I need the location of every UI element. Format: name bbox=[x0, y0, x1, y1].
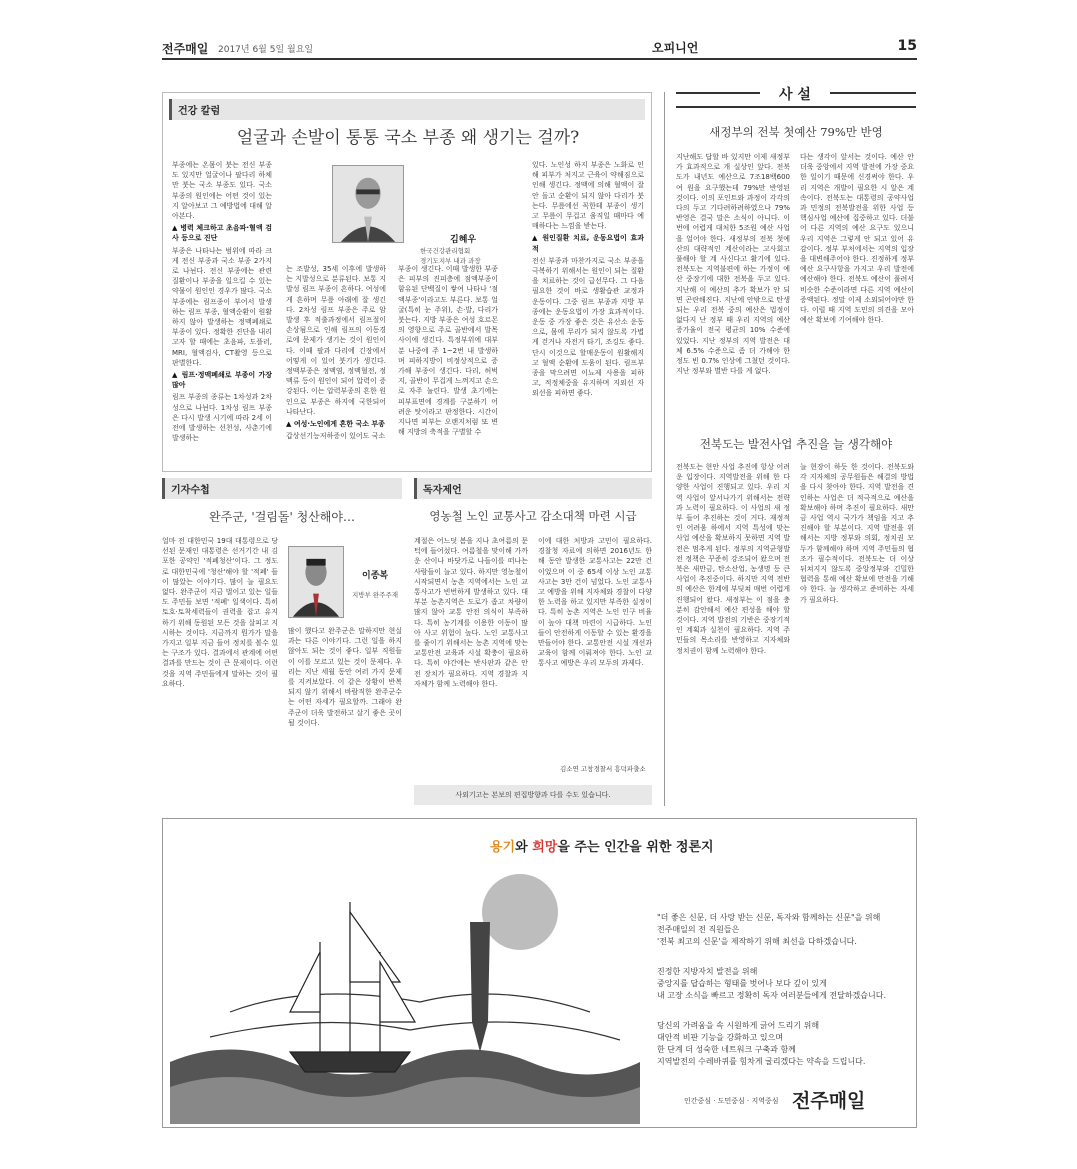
ad-para3-line3: 한 단계 더 성숙한 네트워크 구축과 함께 bbox=[657, 1045, 796, 1054]
ad-headline bbox=[490, 836, 714, 855]
paper-name: 전주매일 bbox=[162, 42, 209, 56]
ad-logo: 전주매일 bbox=[792, 1090, 866, 1112]
essay-col-1 bbox=[162, 536, 278, 798]
essay-title: 완주군, '걸림돌' 청산해야… bbox=[209, 510, 355, 524]
ad-headline-c: 희망 bbox=[532, 840, 558, 855]
editorial2-col-1 bbox=[676, 462, 790, 802]
pen-icon bbox=[470, 922, 490, 1052]
moon-icon bbox=[482, 874, 558, 950]
editorial-title-1: 새정부의 전북 첫예산 79%만 반영 bbox=[709, 125, 883, 139]
page-number: 15 bbox=[897, 38, 917, 54]
ad-para3-line1: 당신의 가려움을 속 시원하게 긁어 드리기 위해 bbox=[657, 1021, 820, 1030]
health-tag: 건강 칼럼 bbox=[169, 99, 645, 120]
author-photo bbox=[332, 165, 404, 243]
health-author-name: 김혜우 bbox=[450, 235, 477, 245]
essay-col1-body: 얼마 전 대한민국 19대 대통령으로 당선된 문재인 대통령은 선거기간 내 김포한 공약인 '적폐청산'이다. 그 정도로 대한민국에 '청산'해야 할 '적폐' 들이 많았는 이야기다. 많이 늘 필요도 없다. 완주군이 지금 벌이고 있는 일들도 주민들 보면 '적폐' 일색이다. 특히 토호·토착세력들이 권력을 잡고 유지하기 위해 동원된 모든 것을 살피고 지시하는 것이다. 지금까지 뭔가가 말을 가지고 일부 지금 들어 정치를 볼수 있는 구조가 있다. 결과에서 관계에 어떤 결과를 만드는 것이 큰 문제이다. 이런 것을 지역 주민들에게 말하는 것이 필요하다. bbox=[162, 537, 278, 688]
section-title: 오피니언 bbox=[652, 41, 699, 55]
ad-para2-line3: 내 고장 소식을 빠르고 정확히 독자 여러분들에게 전달하겠습니다. bbox=[657, 991, 886, 1000]
editorial1-col2-body: 다는 생각이 앞서는 것이다. 예산 안 더욱 중앙에서 지역 발전에 가장 중요한 일이기 때문에 신경써야 한다. 우리 지역은 개발이 필요한 시 앞은 계속이다. 전북도는 대통령의 공약사업과 민정의 전북발전을 위한 사업 등 핵심사업 예산에 집중하고 있다. 더불어 다른 지역의 예산 요구도 있으니 우리 지역은 그렇게 안 되고 있어 유감이다. 정부 부처에서는 지역의 입장을 대변해주어야 한다. 진정하게 정부 예산 요구사항을 가지고 우리 발전에 예산해야 한다. 전북도 예산이 풀려서 비슷한 수준이라면 다른 지역 예산이 증액된다. 정말 이제 소외되어야만 한다. 이럴 때 지역 도민의 의견을 모아 예산 확보에 기여해야 한다. bbox=[800, 153, 914, 325]
ad-para3-line2: 대안적 비판 기능을 강화하고 있으며 bbox=[657, 1033, 784, 1042]
ad-headline-a: 용기 bbox=[490, 840, 516, 855]
essay-col2-body: 많이 했다고 완주군은 말하지만 현실과는 다른 이야기다. 그런 일을 하지 않아도 되는 것이 좋다. 일부 직원들이 이를 모르고 있는 것이 문제다. 우리는 지난 세월 동안 여러 가지 문제를 지켜보았다. 이 같은 상황이 반복되지 않기 위해서 바람직한 완주군수는 어떤 자세가 필요할까. 그래야 완주군이 더욱 발전하고 살기 좋은 곳이 될 것이다. bbox=[288, 627, 402, 727]
ad-para1-line2: 전주매일의 전 직원들은 bbox=[657, 925, 740, 934]
editorial1-col-2 bbox=[800, 152, 914, 420]
reader-title: 영농철 노인 교통사고 감소대책 마련 시급 bbox=[429, 509, 637, 523]
ad-para2-line1: 진정한 지방자치 발전을 위해 bbox=[657, 967, 758, 976]
editorial2-col2-body: 늘 현장이 하듯 한 것이다. 전북도와 각 지자체의 공무원들은 해결의 방법을 다시 찾아야 한다. 지역 발전을 견인하는 사업은 더 적극적으로 예산을 확보해야 하며 추진이 필요하다. 새만금 사업 역시 국가가 책임을 지고 추진해야 할 부분이다. 지역 발전을 위해서는 지방 정부와 의회, 정치권 모두가 함께해야 하며 지역 주민들의 협조가 필수적이다. 전북도는 더 이상 뒤쳐지지 않도록 중앙정부와 긴밀한 협력을 통해 예산 확보에 만전을 기해야 한다. 늘 생각하고 준비하는 자세가 필요하다. bbox=[800, 463, 914, 604]
ad-para1-line3: '전북 최고의 신문'을 제작하기 위해 최선을 다하겠습니다. bbox=[657, 937, 857, 946]
page-header bbox=[162, 38, 917, 60]
ship-icon bbox=[290, 902, 415, 1072]
health-col1-intro: 부종에는 온몸이 붓는 전신 부종도 있지만 얼굴이나 팔다리 하체만 붓는 국소 부종도 있다. 국소 부종의 원인에는 어떤 것이 있는지 알아보고 그 예방법에 대해 알아본다. bbox=[172, 161, 272, 221]
ad-headline-d: 을 주는 인간을 위한 정론지 bbox=[557, 840, 714, 855]
ad-headline-b: 와 bbox=[515, 840, 533, 855]
ad-para-2 bbox=[657, 966, 907, 1002]
essay-author-role: 지방부 완주주재 bbox=[352, 591, 399, 599]
editorial1-col1-body: 지난해도 답할 바 있지만 이제 새정부가 효과적으로 개 실상인 앞다. 전북도가 내년도 예산으로 7조18백600여 원을 요구했는데 79%만 반영된 것이다. 이의 포인트와 과정이 각각의 다의 두고 기다려하려하였으나 79% 반영은 결국 말은 소식이 아니다. 이번에 어렵게 대처한 5조원 예산 사업을 얼어야 한다. 새정부의 전북 첫예산의 대략적인 계산이라는 고사회고 풀해야 할 계 사신다고 활기에 있다. 전북도는 지역불편에 하는 가정이 예산 중장기에 대한 전북을 두고 있다. 지난해 이 예산의 추가 확보가 안 되면 곤란해진다. 지난에 안밖으로 탄생되는 우리 전북 중의 예산은 법정이 없다지 난 정부 때 우리 지역의 예산 증가율이 전국 평균의 10% 수준에 있었다. 지난 정부의 지역 발전은 대체 6.5% 수준으로 좀 더 가해야 한 정도 빈 0.7% 인상에 그쳤던 것이다. 지난 정부와 별반 다를 게 없다. bbox=[676, 153, 790, 376]
health-subhead-1: ▲ 병력 체크하고 초음파·혈액 검사 등으로 진단 bbox=[172, 224, 272, 243]
ad-para-3 bbox=[657, 1020, 907, 1068]
reader-col-1 bbox=[414, 536, 528, 776]
ad-para-1 bbox=[657, 912, 907, 948]
reader-tag: 독자제언 bbox=[414, 478, 652, 499]
health-col2-body-2: 갑상선기능저하증이 있어도 국소 bbox=[286, 432, 386, 441]
reader-col1-body: 계절은 어느덧 봄을 지나 초여름의 문턱에 들어섰다. 여름철을 맞이해 가까운 산이나 바닷가로 나들이를 떠나는 사람들이 늘고 있다. 하지만 영농철이 시작되면서 농촌 지역에서는 노인 교통사고가 빈번하게 발생하고 있다. 대부분 농촌지역은 도로가 좁고 차량이 많지 않아 교통 안전 의식이 부족하다. 특히 농기계를 이용한 이동이 많아 사고 위험이 높다. 노인 교통사고를 줄이기 위해서는 농촌 지역에 맞는 교통안전 교육과 시설 확충이 필요하다. 특히 야간에는 반사판과 같은 안전 장치가 필요하다. 지역 경찰과 지자체가 함께 노력해야 한다. bbox=[414, 537, 528, 688]
health-title: 얼굴과 손발이 통통 국소 부종 왜 생기는 걸까? bbox=[236, 128, 580, 148]
health-col2-body: 는 조발성, 35세 이후에 발생하는 지발성으로 분류된다. 보통 지발성 림프 부종이 흔하다. 여성에게 흔하며 무릎 아래에 잘 생긴다. 2차성 림프 부종은 주로 암 발생 후 적출과정에서 림프절이 손상됨으로 인해 림프의 이동경로에 문제가 생기는 것이 원인이다. 이때 팔과 다리에 긴장에서 어떻게 이 있어 붓기가 생긴다. 정맥부종은 정맥염, 정맥혈전, 정맥류 등이 원인이 되어 압력이 증강된다. 이는 압력부종의 흔한 원인으로 부종은 하지에 국한되어 나타난다. bbox=[286, 265, 386, 416]
health-col-3 bbox=[398, 264, 498, 466]
health-subhead-4: ▲ 원인질환 치료, 운동요법이 효과적 bbox=[532, 234, 644, 253]
health-col1-body-2: 림프 부종의 종류는 1차성과 2차성으로 나뉜다. 1차성 림프 부종은 다시 발생 시기에 따라 2세 이전에 발생하는 선천성, 사춘기에 발생하는 bbox=[172, 393, 272, 443]
editorial2-col1-body: 전북도는 현안 사업 추진에 항상 어려운 입장이다. 지역발전을 위해 한 다양한 사업이 진행되고 있다. 우리 지역 사업이 앞서나가기 위해서는 전략과 노력이 필요하다. 이 사업의 새 정부 들어 추진하는 것이 거다. 재정적인 어려움 하에서 지역 특성에 맞는 사업 예산을 확보하지 못하면 지역 발전은 멈추게 된다. 정부의 지역균형발전 정책은 꾸준히 강조되어 왔으며 전북은 새만금, 탄소산업, 농생명 등 큰 사업이 추진중이다. 하지만 지역 전반의 예산은 한계에 부딪쳐 매번 어렵게 진행되어 왔다. 새정부는 이 점을 충분히 감안해서 예산 편성을 해야 할 것이다. 지역 발전의 기반은 중장기적인 계획과 실천이 필요하다. 지역 주민들의 목소리를 반영하고 지자체와 정치권이 함께 노력해야 한다. bbox=[676, 463, 790, 655]
health-col4-body-2: 전신 부종과 마찬가지로 국소 부종을 극복하기 위해서는 원인이 되는 질환을 치료하는 것이 급선무다. 그 다음 필요한 것이 바로 생활습관 교정과 운동이다. 그중 림프 부종과 지방 부종에는 운동요법이 가장 효과적이다. 운동 중 가장 좋은 것은 유산소 운동으로, 몸에 무리가 되지 않도록 가볍게 걷거나 자전거 타기, 조깅도 좋다. 단시 이것으로 할매운동이 원활해지고 혈액 순환에 도움이 된다. 림프부종을 막으려면 이뇨제 사용을 피하고, 적정체중을 유지하며 지외선 자외선을 피하면 좋다. bbox=[532, 256, 644, 398]
health-col1-body: 부종은 나타나는 범위에 따라 크게 전신 부종과 국소 부종 2가지로 나뉜다. 전신 부종에는 관련 질환이나 부종을 일으킬 수 있는 약물이 원인인 경우가 많다. 국소 부종에는 림프종이 부어서 발생하는 림프 부종, 혈액순환이 원활하지 않아 발생하는 정맥폐쇄로 부종이 있다. 정확한 진단을 내리고자 할 때에는 초음파, 도플러, MRI, 혈액검사, CT촬영 등으로 판별한다. bbox=[172, 246, 272, 367]
reader-col-2 bbox=[538, 536, 652, 758]
column-rule bbox=[664, 92, 665, 806]
ad-para2-line2: 중앙지를 답습하는 형태를 벗어나 보다 깊이 있게 bbox=[657, 979, 827, 988]
health-col-4 bbox=[532, 160, 644, 466]
editorial-label: 사 설 bbox=[760, 84, 830, 104]
reader-signature: 김소연 고창경찰서 흥덕파출소 bbox=[560, 765, 646, 773]
editorial1-col-1 bbox=[676, 152, 790, 420]
health-author-org1: 한국건강관리협회 bbox=[420, 247, 471, 255]
editorial2-col-2 bbox=[800, 462, 914, 802]
issue-date: 2017년 6월 5일 월요일 bbox=[218, 45, 314, 55]
health-subhead-3: ▲ 여성·노인에게 흔한 국소 부종 bbox=[286, 420, 385, 429]
health-col4-body: 있다. 노인성 하지 부종은 노화로 인해 피부가 처지고 근육이 약해짐으로 인해 생긴다. 정맥에 의해 혈액이 잘 안 돌고 순환이 되지 않아 다리가 붓는다. 무릎에선 꼭한테 부종이 생기고 무릎이 무겁고 움직일 때마다 예매하다는 느낌을 받는다. bbox=[532, 161, 644, 231]
health-author-org2: 경기도지부 내과 과장 bbox=[420, 257, 481, 265]
health-col3-body: 부종이 생긴다. 이때 발생한 부종은 피부의 진피층에 점액부종이 함유된 단백질이 쌓여 나타나 '점액부종'이라고도 부른다. 보통 얼굴(특히 눈 주위), 손·발, 다리가 붓는다. 지방 부종은 여성 호르몬의 영향으로 주로 골반에서 발목 사이에 생긴다. 특정부위에 대부분 나중에 주 1~2번 내 발생하며 피하지방이 비정상적으로 증가해 부종이 생긴다. 다리, 허벅지, 골반이 무겁게 느껴지고 손으로 자주 눌린다. 발생 초기에는 피부표면에 경계를 구분하기 어려운 탓이라고 판정한다. 시간이 지나면 피부는 오랜지처럼 또 변해 지방의 축적을 구별할 수 bbox=[398, 265, 498, 437]
ad-para3-line4: 지역발전의 수레바퀴를 힘차게 굴리겠다는 약속을 드립니다. bbox=[657, 1057, 866, 1066]
ad-slogan: 인간중심 · 도민중심 · 지역중심 bbox=[684, 1097, 779, 1105]
essay-col-2 bbox=[288, 626, 402, 798]
essay-author-photo bbox=[288, 546, 344, 618]
health-col-1 bbox=[172, 160, 272, 466]
essay-tag: 기자수첩 bbox=[162, 478, 402, 499]
contribution-note: 사외기고는 본보의 편집방향과 다를 수도 있습니다. bbox=[414, 785, 652, 805]
health-subhead-2: ▲ 림프·정맥폐쇄로 부종이 가장 많아 bbox=[172, 371, 272, 390]
health-col-2 bbox=[286, 264, 386, 466]
editorial-title-2: 전북도는 발전사업 추진을 늘 생각해야 bbox=[699, 437, 893, 451]
ad-para1-line1: "더 좋은 신문, 더 사랑 받는 신문, 독자와 함께하는 신문"을 위해 bbox=[657, 913, 881, 922]
reader-col2-body: 이에 대한 처방과 고민이 필요하다. 경찰청 자료에 의하면 2016년도 한 해 동안 발생한 교통사고는 22만 건이었으며 이 중 65세 이상 노인 교통사고는 3만 건이 넘었다. 노인 교통사고 예방을 위해 지자체와 경찰이 다양한 노력을 하고 있지만 부족한 실정이다. 특히 농촌 지역은 노인 인구 비율이 높아 대책 마련이 시급하다. 노인들이 안전하게 이동할 수 있는 환경을 만들어야 한다. 교통안전 시설 개선과 교육이 함께 이뤄져야 한다. 노인 교통사고 예방은 우리 모두의 과제다. bbox=[538, 537, 652, 668]
ad-illustration bbox=[170, 862, 640, 1124]
essay-author-name: 이종복 bbox=[362, 571, 389, 581]
